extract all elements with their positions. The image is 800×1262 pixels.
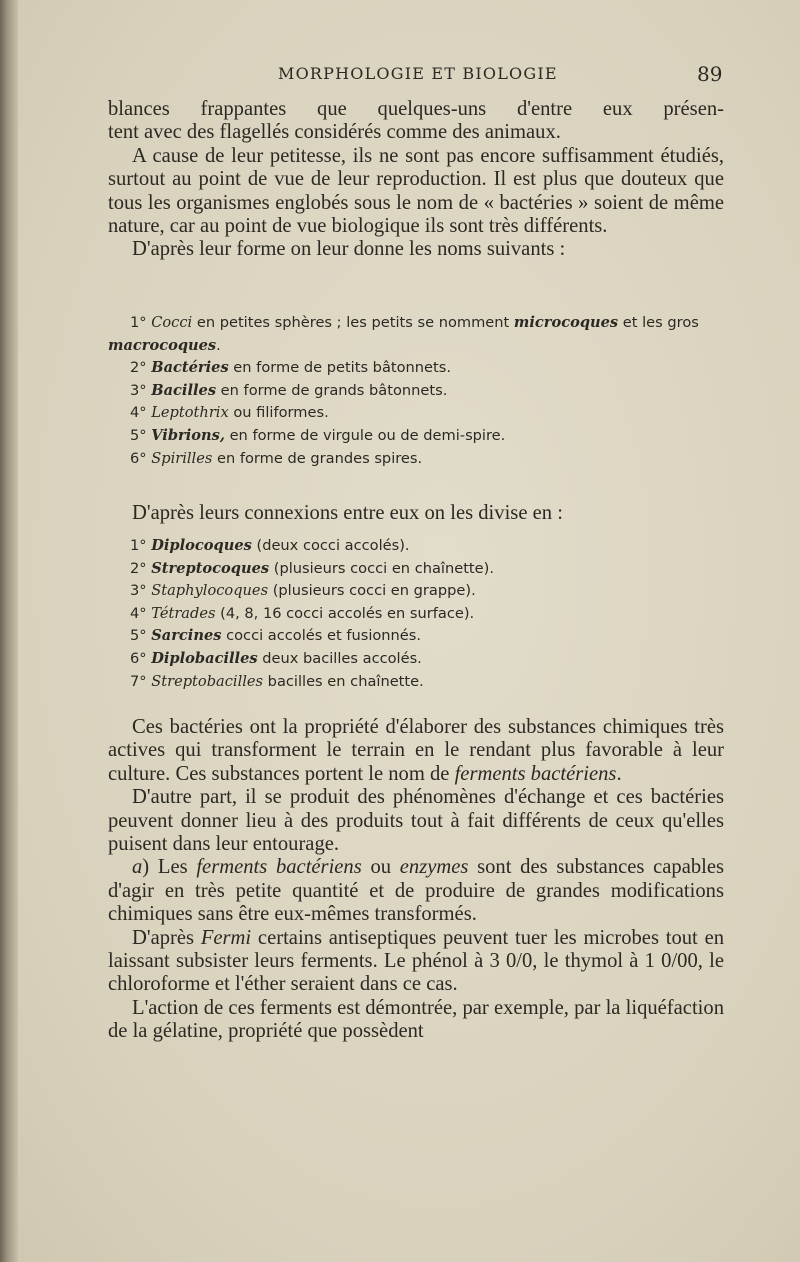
running-head: MORPHOLOGIE ET BIOLOGIE bbox=[278, 64, 558, 83]
item-text: deux bacilles accolés. bbox=[257, 649, 422, 667]
item-text: (plusieurs cocci en chaînette). bbox=[269, 559, 494, 577]
item-number: 2° bbox=[130, 559, 147, 577]
item-term: Staphylocoques bbox=[151, 582, 269, 600]
paragraph-fermi bbox=[108, 927, 724, 997]
list-item bbox=[108, 312, 724, 357]
list-item bbox=[108, 357, 724, 380]
paragraph-ferments bbox=[108, 716, 724, 786]
item-term: microcoques bbox=[513, 314, 619, 331]
item-text: . bbox=[216, 336, 221, 354]
item-term: Cocci bbox=[151, 314, 193, 331]
emphasis: enzymes bbox=[399, 856, 469, 879]
item-number: 4° bbox=[130, 604, 147, 622]
paragraph-forme-intro: D'après leur forme on leur donne les noms suivants : bbox=[132, 238, 566, 261]
paragraph-enzymes bbox=[108, 856, 724, 926]
page-header bbox=[0, 62, 800, 90]
item-number: 1° bbox=[130, 537, 147, 554]
list-item bbox=[108, 580, 724, 603]
list-item bbox=[108, 448, 724, 471]
item-number: 5° bbox=[130, 627, 147, 645]
ferments-section bbox=[108, 716, 724, 1044]
item-term: Bactéries bbox=[151, 359, 229, 377]
list-item bbox=[108, 425, 724, 448]
item-text: (deux cocci accolés). bbox=[251, 537, 410, 554]
item-term: Diplobacilles bbox=[151, 649, 258, 667]
continued-line-1: blances frappantes que quelques-uns d'entre eux présen- bbox=[108, 98, 724, 120]
item-number: 3° bbox=[130, 381, 147, 399]
forms-list bbox=[108, 312, 724, 470]
paragraph-text: sont des substances capables d'agir en très petite quantité et de produire de grandes modifications chimiques sans être eux-mêmes transformés. bbox=[108, 856, 725, 926]
item-term: Bacilles bbox=[151, 381, 217, 399]
item-text: et les gros bbox=[618, 314, 699, 331]
paragraph-text: . bbox=[616, 762, 622, 785]
item-number: 6° bbox=[130, 449, 147, 467]
item-number: 3° bbox=[130, 582, 147, 600]
item-term: Diplocoques bbox=[151, 537, 252, 554]
intro-section bbox=[108, 98, 724, 262]
emphasis: ferments bactériens bbox=[454, 762, 617, 785]
emphasis: ferments bactériens bbox=[196, 856, 362, 879]
list-item bbox=[108, 402, 724, 425]
item-text: en forme de grandes spires. bbox=[212, 449, 423, 467]
continued-line-2: tent avec des flagellés considérés comme des animaux. bbox=[108, 121, 561, 144]
item-number: 6° bbox=[130, 649, 147, 667]
item-number: 1° bbox=[130, 314, 147, 331]
paragraph-text: D'après bbox=[132, 926, 201, 949]
item-number: 7° bbox=[130, 672, 147, 690]
paragraph-echange: D'autre part, il se produit des phénomènes d'échange et ces bactéries peuvent donner lieu à des produits tout à fait différents de ceux qu'elles puisent dans leur entourage. bbox=[108, 786, 724, 856]
emphasis: a bbox=[132, 856, 143, 879]
item-term: Leptothrix bbox=[151, 404, 229, 422]
item-number: 2° bbox=[130, 359, 147, 377]
paragraph-text: ou bbox=[361, 856, 400, 879]
item-text: ou filiformes. bbox=[228, 404, 329, 422]
list-item bbox=[108, 603, 724, 626]
item-text: en forme de virgule ou de demi-spire. bbox=[224, 426, 506, 444]
page-number: 89 bbox=[697, 62, 723, 86]
list-item bbox=[108, 648, 724, 671]
emphasis: Fermi bbox=[200, 926, 252, 949]
paragraph-petitesse: A cause de leur petitesse, ils ne sont pas encore suffisamment étudiés, surtout au point de vue de leur reproduction. Il est plus que douteux que tous les organismes englobés sous le nom de « bactéries » soient de même nature, car au point de vue biologique ils sont très différents. bbox=[108, 144, 724, 238]
page-binding-edge bbox=[0, 0, 18, 1262]
item-text: en forme de grands bâtonnets. bbox=[216, 381, 448, 399]
item-term: Sarcines bbox=[151, 627, 222, 645]
paragraph-text: Ces bactéries ont la propriété d'élaborer des substances chimiques très actives qui transforment le terrain en le rendant plus favorable à leur culture. Ces substances portent le nom de bbox=[108, 716, 724, 785]
connexions-intro-section bbox=[108, 502, 724, 525]
list-item bbox=[108, 380, 724, 403]
list-item bbox=[108, 558, 724, 581]
item-term: Vibrions, bbox=[151, 426, 225, 444]
item-text: en forme de petits bâtonnets. bbox=[228, 359, 451, 377]
list-item bbox=[108, 671, 724, 694]
item-term: Tétrades bbox=[151, 604, 216, 622]
item-number: 5° bbox=[130, 426, 147, 444]
list-item bbox=[108, 535, 724, 558]
paragraph-text: certains antiseptiques peuvent tuer les microbes tout en laissant subsister leurs ferments. Le phénol à 3 0/0, le thymol à 1 0/00, le chloroforme et l'éther seraient dans ce cas. bbox=[108, 926, 725, 996]
item-term: Streptocoques bbox=[151, 559, 270, 577]
paragraph-gelatine: L'action de ces ferments est démontrée, par exemple, par la liquéfaction de la gélatine, propriété que possèdent bbox=[108, 996, 724, 1043]
item-text: (4, 8, 16 cocci accolés en surface). bbox=[215, 604, 475, 622]
item-number: 4° bbox=[130, 404, 147, 422]
item-term: Streptobacilles bbox=[151, 672, 264, 690]
connexions-list bbox=[108, 535, 724, 693]
item-term: macrocoques bbox=[108, 336, 217, 354]
list-item bbox=[108, 625, 724, 648]
item-text: (plusieurs cocci en grappe). bbox=[268, 582, 476, 600]
item-term: Spirilles bbox=[151, 449, 213, 467]
item-text: en petites sphères ; les petits se nomment bbox=[192, 314, 514, 331]
connexions-intro: D'après leurs connexions entre eux on les divise en : bbox=[132, 502, 563, 524]
item-text: cocci accolés et fusionnés. bbox=[221, 627, 422, 645]
item-text: bacilles en chaînette. bbox=[263, 672, 424, 690]
paragraph-text: ) Les bbox=[142, 856, 197, 879]
